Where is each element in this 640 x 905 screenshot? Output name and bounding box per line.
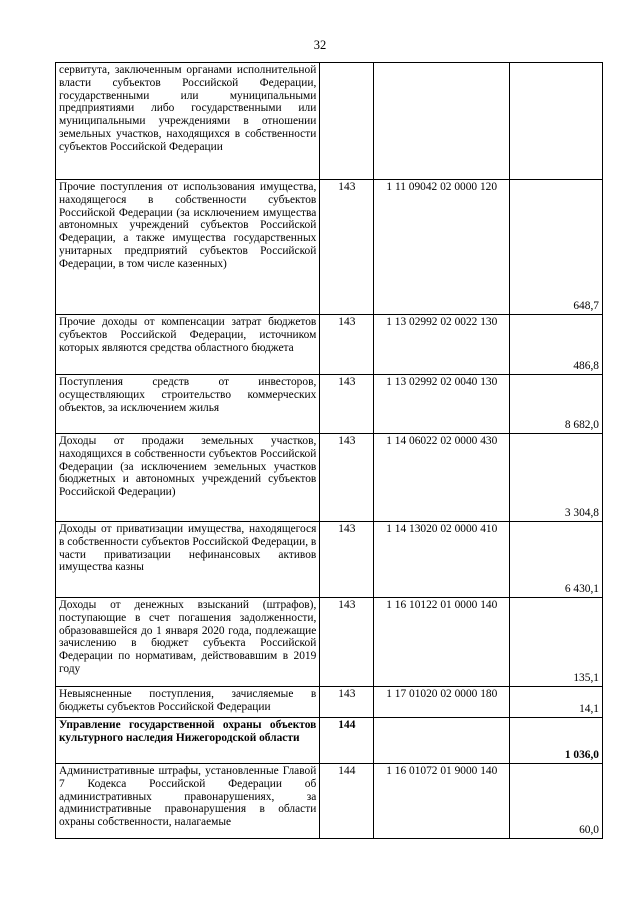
row-budget-code: 1 17 01020 02 0000 180 bbox=[374, 687, 510, 718]
table-row bbox=[56, 180, 603, 315]
row-name: Невыясненные поступления, зачисляемые в бюджеты субъектов Российской Федерации bbox=[56, 687, 320, 718]
row-amount: 1 036,0 bbox=[510, 718, 603, 764]
row-admin-code: 143 bbox=[320, 180, 374, 315]
row-admin-code: 143 bbox=[320, 375, 374, 434]
row-name: Прочие поступления от использования имущества, находящегося в собственности субъектов Российской Федерации (за исключением имущества автономных учреждений субъектов Российской Федерации, а также имущества государственных унитарных предприятий субъектов Российской Федерации, в том числе казенных) bbox=[56, 180, 320, 315]
row-budget-code bbox=[374, 718, 510, 764]
table-row bbox=[56, 434, 603, 522]
table-row bbox=[56, 522, 603, 598]
revenue-table bbox=[55, 62, 603, 839]
row-admin-code bbox=[320, 63, 374, 180]
row-amount: 135,1 bbox=[510, 598, 603, 687]
row-name: Поступления средств от инвесторов, осуществляющих строительство коммерческих объектов, за исключением жилья bbox=[56, 375, 320, 434]
row-name: Управление государственной охраны объектов культурного наследия Нижегородской области bbox=[56, 718, 320, 764]
row-amount: 3 304,8 bbox=[510, 434, 603, 522]
row-budget-code: 1 16 01072 01 9000 140 bbox=[374, 764, 510, 839]
row-admin-code: 143 bbox=[320, 522, 374, 598]
row-amount: 14,1 bbox=[510, 687, 603, 718]
table-row bbox=[56, 764, 603, 839]
row-name: Административные штрафы, установленные Главой 7 Кодекса Российской Федерации об административных правонарушениях, за административные правонарушения в области охраны собственности, налагаемые bbox=[56, 764, 320, 839]
row-name: сервитута, заключенным органами исполнительной власти субъектов Российской Федерации, государственными или муниципальными предприятиями либо государственными или муниципальными учреждениями в отношении земельных участков, находящихся в собственности субъектов Российской Федерации bbox=[56, 63, 320, 180]
row-admin-code: 143 bbox=[320, 434, 374, 522]
table-row bbox=[56, 63, 603, 180]
row-admin-code: 144 bbox=[320, 764, 374, 839]
row-admin-code: 143 bbox=[320, 598, 374, 687]
row-amount: 60,0 bbox=[510, 764, 603, 839]
table-row bbox=[56, 687, 603, 718]
row-name: Доходы от продажи земельных участков, находящихся в собственности субъектов Российской Федерации (за исключением земельных участков бюджетных и автономных учреждений субъектов Российской Федерации) bbox=[56, 434, 320, 522]
table-row bbox=[56, 598, 603, 687]
row-budget-code: 1 13 02992 02 0040 130 bbox=[374, 375, 510, 434]
row-name: Доходы от денежных взысканий (штрафов), поступающие в счет погашения задолженности, образовавшейся до 1 января 2020 года, подлежащие зачислению в бюджет субъекта Российской Федерации по нормативам, действовавшим в 2019 году bbox=[56, 598, 320, 687]
table-row-section bbox=[56, 718, 603, 764]
row-budget-code bbox=[374, 63, 510, 180]
row-name: Прочие доходы от компенсации затрат бюджетов субъектов Российской Федерации, источником которых являются средства областного бюджета bbox=[56, 315, 320, 375]
row-amount: 6 430,1 bbox=[510, 522, 603, 598]
table-row bbox=[56, 315, 603, 375]
row-budget-code: 1 11 09042 02 0000 120 bbox=[374, 180, 510, 315]
row-admin-code: 143 bbox=[320, 315, 374, 375]
row-amount bbox=[510, 63, 603, 180]
row-budget-code: 1 14 06022 02 0000 430 bbox=[374, 434, 510, 522]
row-name: Доходы от приватизации имущества, находящегося в собственности субъектов Российской Федерации, в части приватизации нефинансовых активов имущества казны bbox=[56, 522, 320, 598]
row-admin-code: 143 bbox=[320, 687, 374, 718]
page-number: 32 bbox=[313, 38, 327, 52]
row-admin-code: 144 bbox=[320, 718, 374, 764]
row-amount: 648,7 bbox=[510, 180, 603, 315]
table-row bbox=[56, 375, 603, 434]
row-budget-code: 1 13 02992 02 0022 130 bbox=[374, 315, 510, 375]
row-budget-code: 1 14 13020 02 0000 410 bbox=[374, 522, 510, 598]
row-amount: 486,8 bbox=[510, 315, 603, 375]
row-amount: 8 682,0 bbox=[510, 375, 603, 434]
row-budget-code: 1 16 10122 01 0000 140 bbox=[374, 598, 510, 687]
